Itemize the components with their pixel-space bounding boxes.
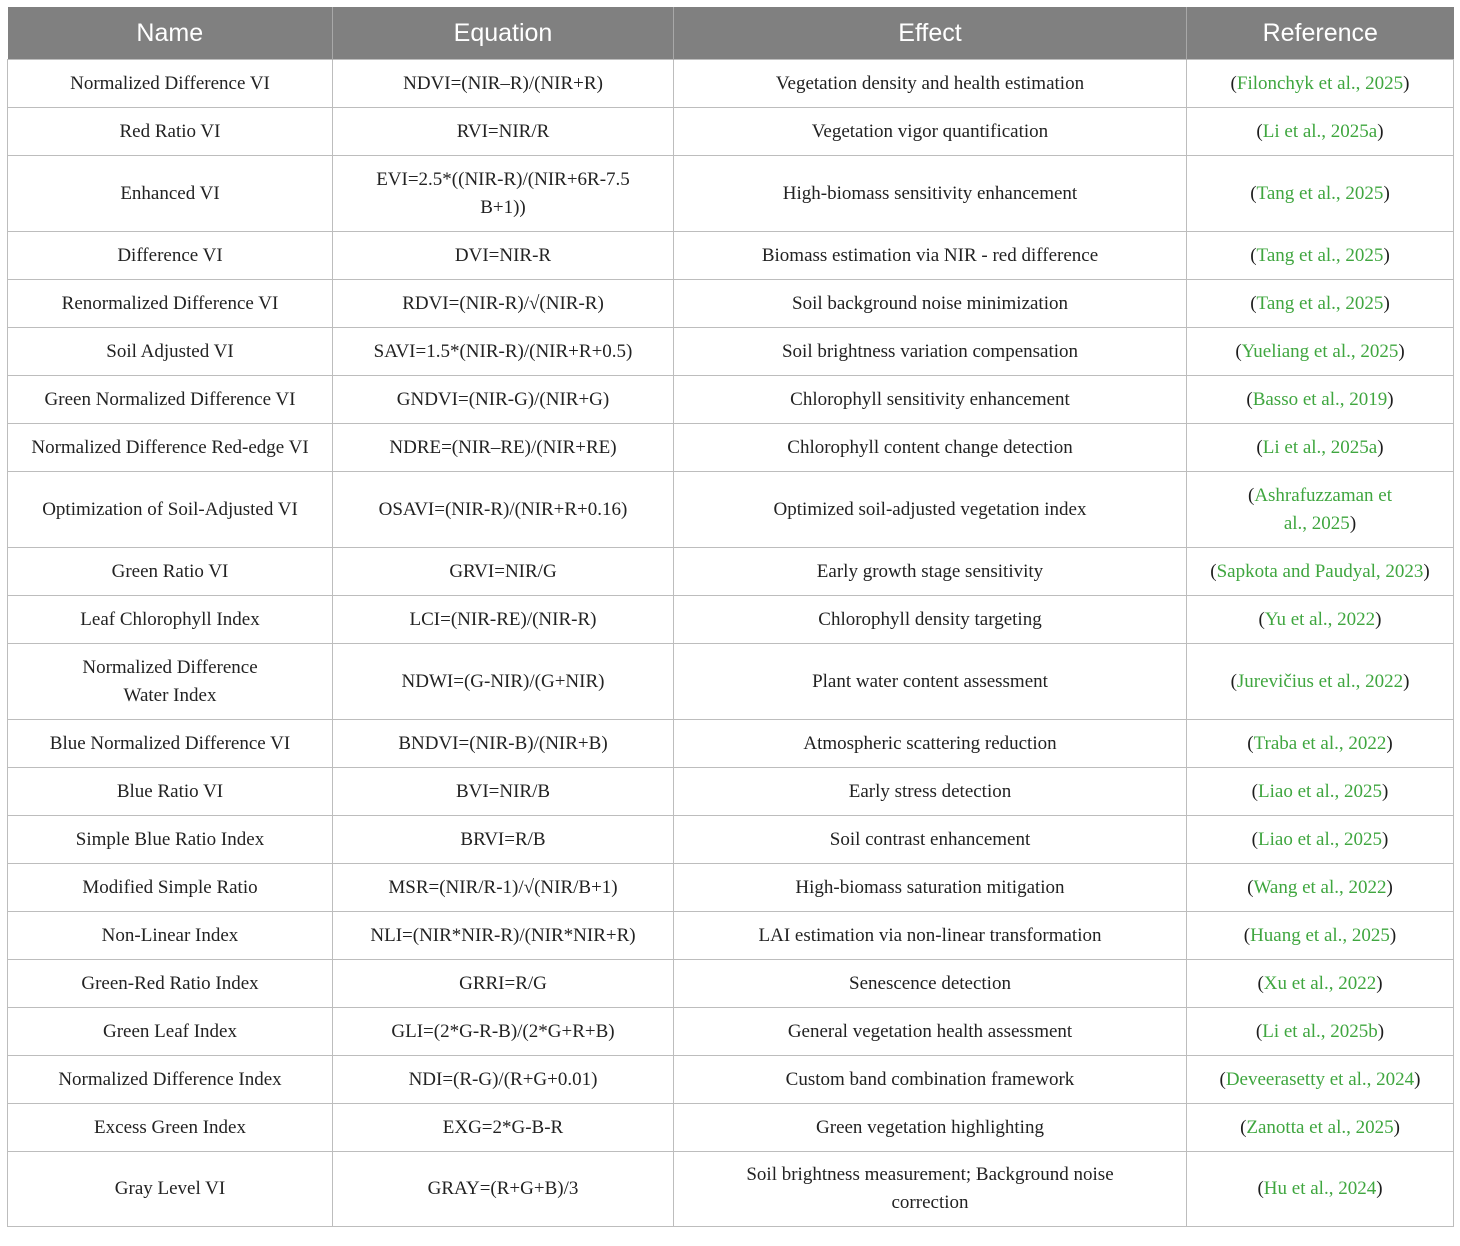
cell-effect: Early stress detection (674, 768, 1187, 816)
cell-effect: Vegetation vigor quantification (674, 108, 1187, 156)
header-name: Name (8, 7, 333, 60)
header-effect: Effect (674, 7, 1187, 60)
cell-equation: GNDVI=(NIR-G)/(NIR+G) (333, 376, 674, 424)
cell-effect: Senescence detection (674, 960, 1187, 1008)
cell-name: Gray Level VI (8, 1152, 333, 1227)
cell-reference: (Xu et al., 2022) (1187, 960, 1454, 1008)
table-row (8, 328, 1454, 376)
table-row (8, 60, 1454, 108)
cell-reference: (Traba et al., 2022) (1187, 720, 1454, 768)
reference-link[interactable]: Huang et al., 2025 (1250, 924, 1390, 946)
cell-reference: (Liao et al., 2025) (1187, 816, 1454, 864)
cell-reference: (Tang et al., 2025) (1187, 156, 1454, 232)
cell-reference: (Hu et al., 2024) (1187, 1152, 1454, 1227)
cell-effect: Green vegetation highlighting (674, 1104, 1187, 1152)
table-row (8, 596, 1454, 644)
reference-link[interactable]: Jurevičius et al., 2022 (1236, 670, 1404, 692)
reference-link[interactable]: Li et al., 2025b (1262, 1020, 1378, 1042)
cell-effect: General vegetation health assessment (674, 1008, 1187, 1056)
table-row (8, 376, 1454, 424)
cell-equation: RVI=NIR/R (333, 108, 674, 156)
table-row (8, 424, 1454, 472)
table-row (8, 472, 1454, 548)
cell-name: Modified Simple Ratio (8, 864, 333, 912)
cell-equation: NDRE=(NIR–RE)/(NIR+RE) (333, 424, 674, 472)
cell-reference: (Yueliang et al., 2025) (1187, 328, 1454, 376)
cell-effect: Plant water content assessment (674, 644, 1187, 720)
cell-equation: BRVI=R/B (333, 816, 674, 864)
cell-equation: SAVI=1.5*(NIR-R)/(NIR+R+0.5) (333, 328, 674, 376)
cell-equation: LCI=(NIR-RE)/(NIR-R) (333, 596, 674, 644)
cell-reference: (Zanotta et al., 2025) (1187, 1104, 1454, 1152)
cell-equation: BVI=NIR/B (333, 768, 674, 816)
cell-name: Optimization of Soil-Adjusted VI (8, 472, 333, 548)
cell-effect: Atmospheric scattering reduction (674, 720, 1187, 768)
cell-reference: (Li et al., 2025a) (1187, 424, 1454, 472)
cell-name: Soil Adjusted VI (8, 328, 333, 376)
reference-link[interactable]: Tang et al., 2025 (1256, 292, 1384, 314)
cell-equation: RDVI=(NIR-R)/√(NIR-R) (333, 280, 674, 328)
table-row (8, 644, 1454, 720)
cell-effect: Soil background noise minimization (674, 280, 1187, 328)
table-row (8, 232, 1454, 280)
cell-equation: GLI=(2*G-R-B)/(2*G+R+B) (333, 1008, 674, 1056)
cell-equation: NDWI=(G-NIR)/(G+NIR) (333, 644, 674, 720)
cell-reference: (Huang et al., 2025) (1187, 912, 1454, 960)
reference-link[interactable]: Filonchyk et al., 2025 (1236, 72, 1404, 94)
table-row (8, 960, 1454, 1008)
cell-name: Green Normalized Difference VI (8, 376, 333, 424)
cell-reference: (Jurevičius et al., 2022) (1187, 644, 1454, 720)
table-row (8, 1152, 1454, 1227)
cell-reference: (Wang et al., 2022) (1187, 864, 1454, 912)
table-row (8, 1008, 1454, 1056)
cell-reference: (Deveerasetty et al., 2024) (1187, 1056, 1454, 1104)
reference-link[interactable]: Li et al., 2025a (1262, 436, 1378, 458)
reference-link[interactable]: Hu et al., 2024 (1263, 1178, 1377, 1199)
cell-reference: (Basso et al., 2019) (1187, 376, 1454, 424)
reference-link[interactable]: Yueliang et al., 2025 (1241, 340, 1399, 362)
vegetation-index-table (7, 7, 1454, 1227)
cell-effect: Chlorophyll density targeting (674, 596, 1187, 644)
cell-effect: Vegetation density and health estimation (674, 60, 1187, 108)
table-row (8, 720, 1454, 768)
cell-reference: (Tang et al., 2025) (1187, 280, 1454, 328)
reference-link[interactable]: Tang et al., 2025 (1256, 244, 1384, 266)
cell-name: Simple Blue Ratio Index (8, 816, 333, 864)
cell-name: Normalized Difference Index (8, 1056, 333, 1104)
cell-equation: NDI=(R-G)/(R+G+0.01) (333, 1056, 674, 1104)
table-row (8, 156, 1454, 232)
reference-link[interactable]: Deveerasetty et al., 2024 (1225, 1068, 1415, 1090)
cell-name: Green-Red Ratio Index (8, 960, 333, 1008)
cell-equation: EXG=2*G-B-R (333, 1104, 674, 1152)
cell-effect: Chlorophyll sensitivity enhancement (674, 376, 1187, 424)
cell-equation: GRAY=(R+G+B)/3 (333, 1152, 674, 1227)
cell-effect: Optimized soil-adjusted vegetation index (674, 472, 1187, 548)
reference-link[interactable]: Basso et al., 2019 (1252, 388, 1388, 410)
cell-effect: Soil brightness measurement; Background noise correction (674, 1152, 1187, 1227)
header-reference: Reference (1187, 7, 1454, 60)
reference-link[interactable]: Xu et al., 2022 (1263, 972, 1377, 994)
table-row (8, 1104, 1454, 1152)
cell-effect: High-biomass sensitivity enhancement (674, 156, 1187, 232)
cell-equation: EVI=2.5*((NIR-R)/(NIR+6R-7.5B+1)) (333, 156, 674, 232)
cell-name: Enhanced VI (8, 156, 333, 232)
cell-reference: (Li et al., 2025b) (1187, 1008, 1454, 1056)
reference-link[interactable]: Liao et al., 2025 (1258, 780, 1382, 802)
cell-name: Normalized Difference Red-edge VI (8, 424, 333, 472)
table-row (8, 548, 1454, 596)
cell-reference: (Liao et al., 2025) (1187, 768, 1454, 816)
cell-effect: Biomass estimation via NIR - red difference (674, 232, 1187, 280)
cell-equation: DVI=NIR-R (333, 232, 674, 280)
header-equation: Equation (333, 7, 674, 60)
cell-effect: LAI estimation via non-linear transformation (674, 912, 1187, 960)
reference-link[interactable]: Li et al., 2025a (1262, 120, 1378, 142)
table-header-row (8, 7, 1454, 60)
cell-equation: MSR=(NIR/R-1)/√(NIR/B+1) (333, 864, 674, 912)
cell-name: Blue Normalized Difference VI (8, 720, 333, 768)
table-row (8, 280, 1454, 328)
cell-effect: Soil brightness variation compensation (674, 328, 1187, 376)
reference-link[interactable]: Zanotta et al., 2025 (1246, 1116, 1394, 1138)
reference-link[interactable]: Ashrafuzzaman et al., 2025 (1254, 484, 1392, 534)
reference-link[interactable]: Traba et al., 2022 (1253, 732, 1387, 754)
cell-name: Excess Green Index (8, 1104, 333, 1152)
reference-link[interactable]: Yu et al., 2022 (1264, 608, 1376, 630)
cell-name: Red Ratio VI (8, 108, 333, 156)
cell-reference: (Ashrafuzzaman et al., 2025) (1187, 472, 1454, 548)
cell-name: Renormalized Difference VI (8, 280, 333, 328)
cell-name: Leaf Chlorophyll Index (8, 596, 333, 644)
cell-name: Non-Linear Index (8, 912, 333, 960)
cell-equation: OSAVI=(NIR-R)/(NIR+R+0.16) (333, 472, 674, 548)
cell-effect: Soil contrast enhancement (674, 816, 1187, 864)
cell-equation: NLI=(NIR*NIR-R)/(NIR*NIR+R) (333, 912, 674, 960)
reference-link[interactable]: Wang et al., 2022 (1253, 876, 1387, 898)
table-row (8, 864, 1454, 912)
reference-link[interactable]: Sapkota and Paudyal, 2023 (1216, 560, 1424, 582)
cell-name: Green Ratio VI (8, 548, 333, 596)
cell-name: Blue Ratio VI (8, 768, 333, 816)
cell-equation: NDVI=(NIR–R)/(NIR+R) (333, 60, 674, 108)
cell-name: Normalized Difference VI (8, 60, 333, 108)
table-row (8, 1056, 1454, 1104)
table-row (8, 912, 1454, 960)
cell-name: Difference VI (8, 232, 333, 280)
cell-effect: Early growth stage sensitivity (674, 548, 1187, 596)
cell-reference: (Li et al., 2025a) (1187, 108, 1454, 156)
cell-reference: (Tang et al., 2025) (1187, 232, 1454, 280)
cell-effect: Custom band combination framework (674, 1056, 1187, 1104)
cell-name: Normalized Difference Water Index (8, 644, 333, 720)
cell-effect: High-biomass saturation mitigation (674, 864, 1187, 912)
cell-reference: (Yu et al., 2022) (1187, 596, 1454, 644)
cell-reference: (Sapkota and Paudyal, 2023) (1187, 548, 1454, 596)
table-row (8, 816, 1454, 864)
vegetation-index-table-container (7, 7, 1453, 1227)
cell-equation: BNDVI=(NIR-B)/(NIR+B) (333, 720, 674, 768)
cell-effect: Chlorophyll content change detection (674, 424, 1187, 472)
table-row (8, 108, 1454, 156)
reference-link[interactable]: Tang et al., 2025 (1256, 182, 1384, 204)
cell-reference: (Filonchyk et al., 2025) (1187, 60, 1454, 108)
table-row (8, 768, 1454, 816)
cell-equation: GRRI=R/G (333, 960, 674, 1008)
cell-name: Green Leaf Index (8, 1008, 333, 1056)
reference-link[interactable]: Liao et al., 2025 (1258, 828, 1382, 850)
cell-equation: GRVI=NIR/G (333, 548, 674, 596)
